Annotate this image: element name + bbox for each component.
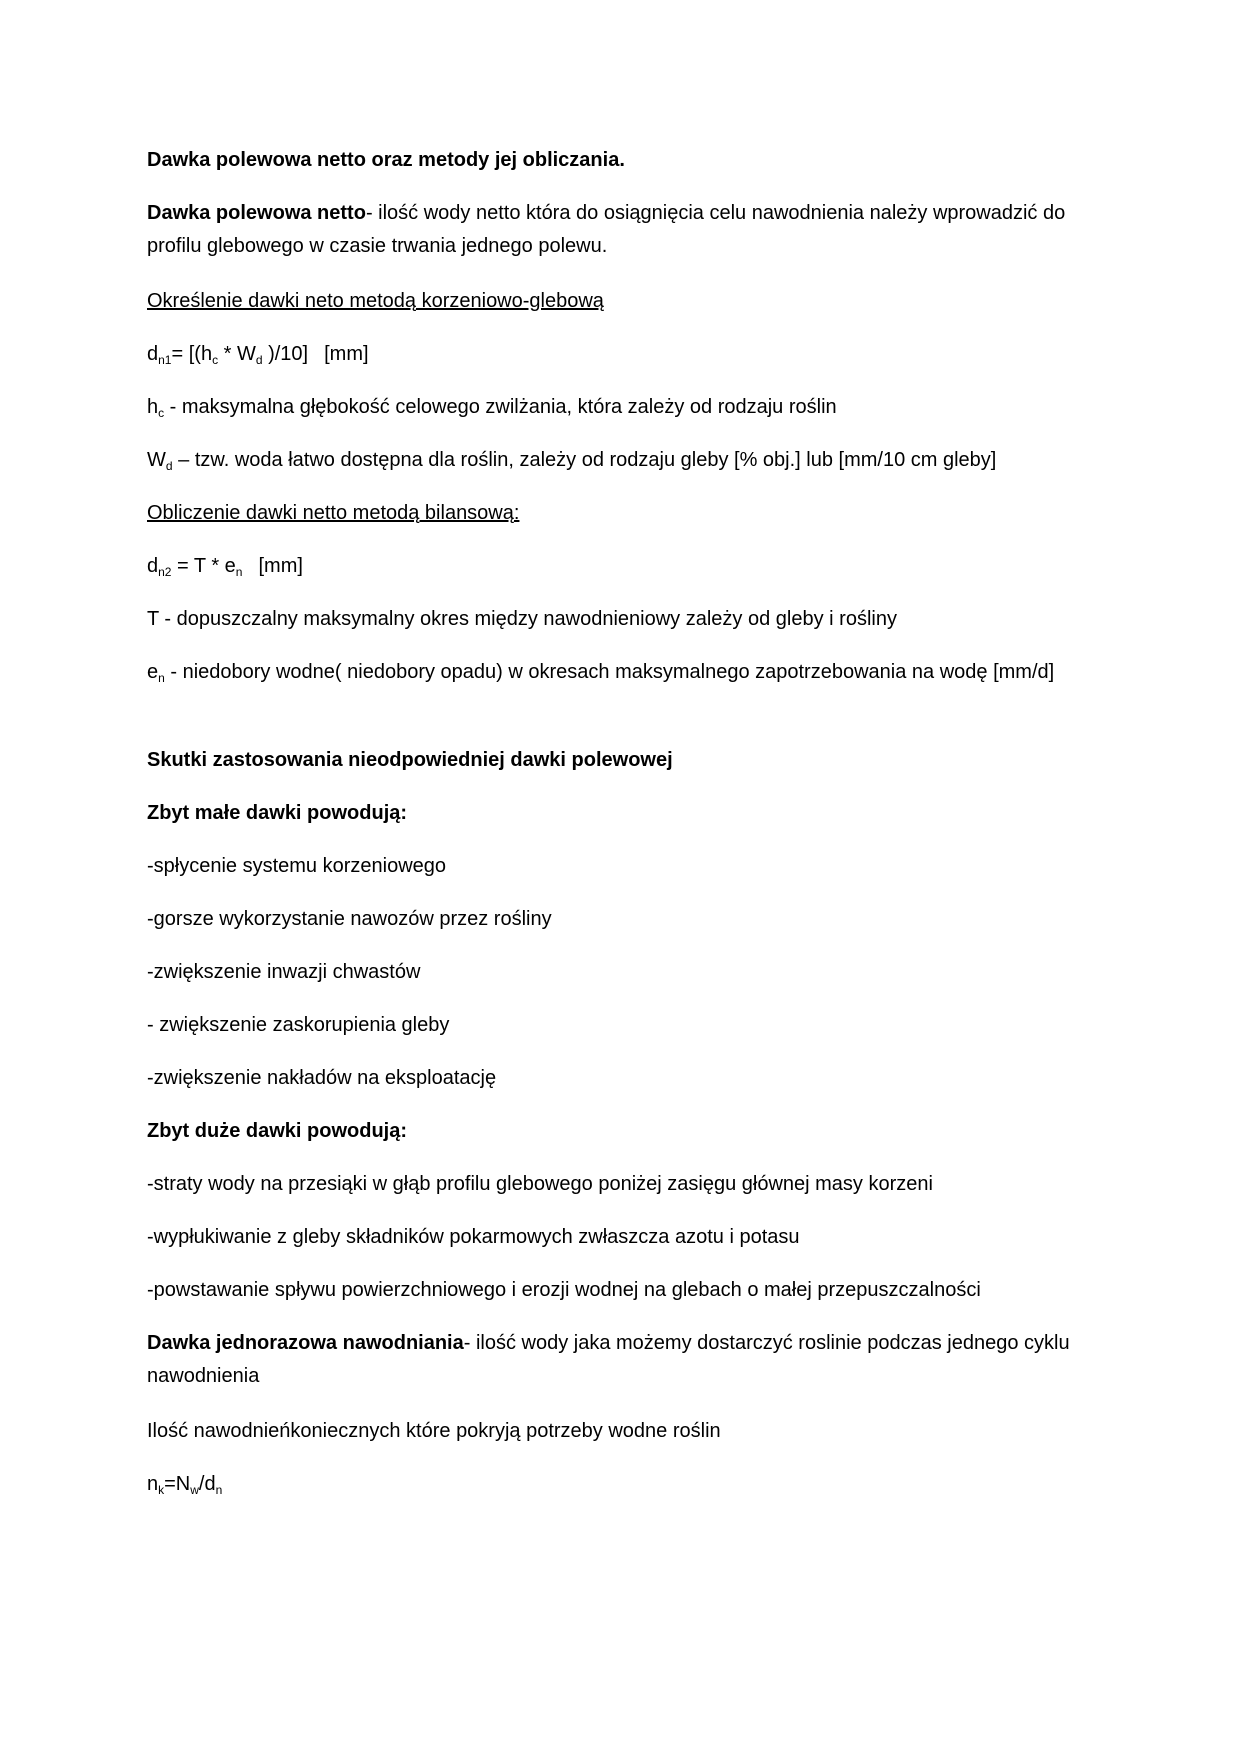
method1-formula-unit: [mm] bbox=[324, 343, 369, 365]
small-doses-item: - zwiększenie zaskorupienia gleby bbox=[147, 1014, 450, 1036]
definition-single-term: Dawka jednorazowa nawodniania bbox=[147, 1332, 464, 1354]
t-definition: T - dopuszczalny maksymalny okres między nawodnieniowy zależy od gleby i rośliny bbox=[147, 608, 897, 630]
small-doses-heading: Zbyt małe dawki powodują: bbox=[147, 802, 408, 824]
definition-netto bbox=[147, 197, 1097, 263]
small-doses-item: -spłycenie systemu korzeniowego bbox=[147, 855, 447, 877]
definition-netto-text: - ilość wody netto która do osiągnięcia celu nawodnienia należy wprowadzić do profilu glebowego w czasie trwania jednego polewu. bbox=[147, 202, 1066, 257]
small-doses-item: -gorsze wykorzystanie nawozów przez rośliny bbox=[147, 908, 552, 930]
large-doses-item: -wypłukiwanie z gleby składników pokarmowych zwłaszcza azotu i potasu bbox=[147, 1226, 800, 1248]
effects-heading: Skutki zastosowania nieodpowiedniej dawki polewowej bbox=[147, 749, 673, 771]
method2-formula: $d_{n2} = T * e_n$ [mm] bbox=[147, 555, 303, 579]
large-doses-heading: Zbyt duże dawki powodują: bbox=[147, 1120, 407, 1142]
definition-single bbox=[147, 1327, 1097, 1393]
definition-single-text: - ilość wody jaka możemy dostarczyć roslinie podczas jednego cyklu nawodnienia bbox=[147, 1332, 1070, 1387]
method1-heading: Określenie dawki neto metodą korzeniowo-glebową bbox=[147, 290, 604, 312]
large-doses-item: -powstawanie spływu powierzchniowego i erozji wodnej na glebach o małej przepuszczalności bbox=[147, 1279, 981, 1301]
wd-definition: $W_d$ – tzw. woda łatwo dostępna dla roślin, zależy od rodzaju gleby [% obj.] lub [mm/10 cm gleby] bbox=[147, 449, 997, 473]
irrigation-count-text: Ilość nawodnieńkoniecznych które pokryją potrzeby wodne roślin bbox=[147, 1420, 721, 1442]
method1-formula: $d_{n1}= [(h_c * W_d$ )/10] [mm] bbox=[147, 343, 369, 367]
definition-netto-term: Dawka polewowa netto bbox=[147, 202, 366, 224]
document-title: Dawka polewowa netto oraz metody jej obliczania. bbox=[147, 149, 625, 171]
en-definition: $e_n$ - niedobory wodne( niedobory opadu) w okresach maksymalnego zapotrzebowania na wodę [mm/d] bbox=[147, 661, 1055, 685]
small-doses-item: -zwiększenie inwazji chwastów bbox=[147, 961, 421, 983]
small-doses-item: -zwiększenie nakładów na eksploatację bbox=[147, 1067, 497, 1089]
hc-definition: $h_c$ - maksymalna głębokość celowego zwilżania, która zależy od rodzaju roślin bbox=[147, 396, 837, 420]
large-doses-item: -straty wody na przesiąki w głąb profilu glebowego poniżej zasięgu głównej masy korzeni bbox=[147, 1173, 933, 1195]
irrigation-count-formula: $n_k=N_w/d_n$ bbox=[147, 1473, 223, 1497]
method2-formula-unit: [mm] bbox=[258, 555, 303, 577]
method2-heading: Obliczenie dawki netto metodą bilansową: bbox=[147, 502, 520, 524]
